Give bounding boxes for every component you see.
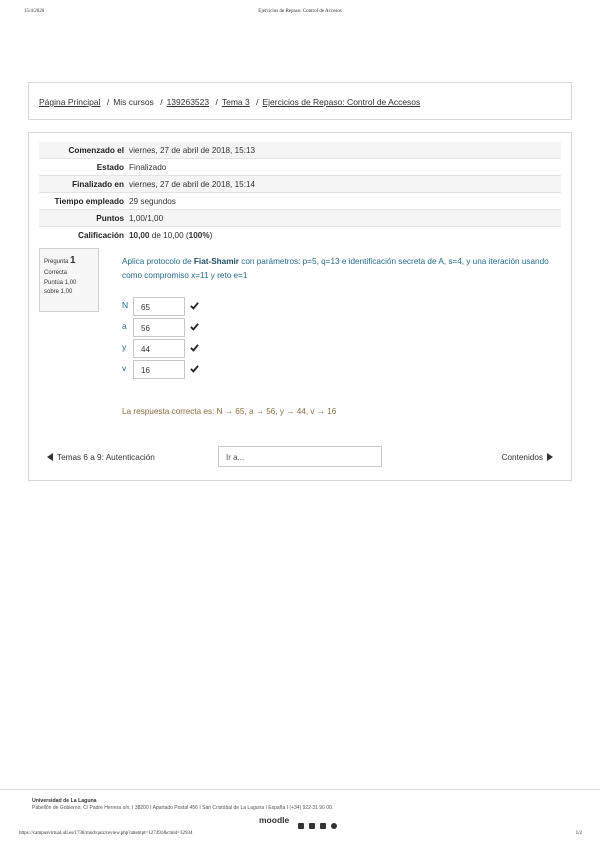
check-icon (190, 301, 199, 310)
answer-label: y (122, 342, 127, 352)
grade-label: Calificación (78, 230, 124, 240)
twitter-icon[interactable] (309, 823, 315, 829)
attempt-summary-table (39, 142, 561, 243)
site-footer (0, 789, 600, 830)
question-text (122, 255, 552, 283)
question-text-post: con parámetros: p=5, q=13 e identificación secreta de A, s=4, y una iteración usando como compromiso x=11 y reto e=1 (122, 257, 549, 280)
facebook-icon[interactable] (298, 823, 304, 829)
question-points-line1: Puntúa 1,00 (44, 279, 77, 286)
question-prefix: Pregunta (44, 259, 69, 265)
print-url: https://campusvirtual.ull.es/1738/mod/quiz/review.php?attempt=127491&cmid=32934 (19, 831, 193, 836)
globe-icon[interactable] (331, 823, 337, 829)
print-title: Ejercicios de Repaso: Control de Accesos (258, 9, 342, 14)
check-icon (190, 343, 199, 352)
grade-end: ) (209, 230, 213, 240)
grade-score: 10,00 (129, 230, 150, 240)
summary-row (39, 176, 561, 193)
summary-row (39, 142, 561, 159)
summary-label: Tiempo empleado (54, 196, 124, 206)
question-text-pre: Aplica protocolo de (122, 257, 194, 266)
breadcrumb-box (28, 82, 572, 120)
next-activity-link[interactable] (502, 453, 553, 462)
check-icon (190, 364, 199, 373)
breadcrumb-home-link[interactable]: Página Principal (39, 97, 101, 107)
question-points-line2: sobre 1,00 (44, 289, 73, 296)
summary-value: Finalizado (129, 162, 167, 172)
print-date: 15/4/2020 (24, 9, 45, 14)
summary-value: 1,00/1,00 (129, 213, 164, 223)
jump-to-select[interactable]: Ir a... (218, 446, 382, 467)
summary-row (39, 210, 561, 227)
breadcrumb (39, 97, 420, 107)
breadcrumb-separator: / (106, 97, 110, 107)
breadcrumb-quiz-link[interactable]: Ejercicios de Repaso: Control de Accesos (262, 97, 421, 107)
summary-label: Finalizado en (72, 179, 124, 189)
grade-middle: de 10,00 ( (149, 230, 189, 240)
grade-percent: 100% (188, 230, 210, 240)
grade-value (129, 227, 561, 244)
breadcrumb-courses: Mis cursos (113, 97, 154, 107)
answer-field[interactable]: 56 (133, 318, 185, 337)
university-name: Universidad de La Laguna (32, 798, 97, 804)
quiz-review-panel (28, 132, 572, 481)
question-status: Correcta (44, 270, 68, 276)
summary-label: Estado (96, 162, 124, 172)
answer-list (122, 297, 242, 381)
breadcrumb-separator: / (160, 97, 163, 107)
answer-label: N (122, 300, 129, 310)
answer-label: v (122, 363, 127, 373)
breadcrumb-separator: / (256, 97, 259, 107)
moodle-logo: moodle (259, 815, 290, 825)
summary-label: Puntos (96, 213, 124, 223)
next-activity-label: Contenidos (501, 453, 543, 462)
answer-row (122, 339, 242, 360)
breadcrumb-separator: / (215, 97, 218, 107)
answer-label: a (122, 321, 127, 331)
question-number-line (44, 253, 94, 269)
answer-field[interactable]: 65 (133, 297, 185, 316)
answer-field[interactable]: 44 (133, 339, 185, 358)
correct-answer-text: La respuesta correcta es: N → 65, a → 56, y → 44, v → 16 (122, 407, 337, 416)
print-page-number: 1/2 (575, 831, 582, 836)
prev-activity-link[interactable] (47, 453, 155, 462)
summary-value: viernes, 27 de abril de 2018, 15:13 (129, 145, 256, 155)
breadcrumb-course-link[interactable]: 139263523 (166, 97, 210, 107)
answer-row (122, 360, 242, 381)
summary-label: Comenzado el (68, 145, 124, 155)
answer-row (122, 318, 242, 339)
university-address: Pabellón de Gobierno, C/ Padre Herrera s/n. I 38200 I Apartado Postal 456 I San Cristóbal de La Laguna I España I (+34) 922 31 90 00. (32, 805, 334, 811)
arrow-right-icon (547, 453, 553, 461)
summary-value: 29 segundos (129, 196, 176, 206)
check-icon (190, 322, 199, 331)
question-number: 1 (70, 255, 76, 266)
answer-field[interactable]: 16 (133, 360, 185, 379)
linkedin-icon[interactable] (320, 823, 326, 829)
question-info-box (39, 248, 99, 312)
summary-row (39, 193, 561, 210)
prev-activity-label: Temas 6 a 9: Autenticación (57, 453, 155, 462)
arrow-left-icon (47, 453, 53, 461)
answer-row (122, 297, 242, 318)
social-links (298, 816, 342, 834)
question-text-bold: Fiat-Shamir (193, 257, 239, 266)
summary-row (39, 159, 561, 176)
breadcrumb-topic-link[interactable]: Tema 3 (221, 97, 250, 107)
summary-value: viernes, 27 de abril de 2018, 15:14 (129, 179, 256, 189)
grade-row (39, 227, 561, 244)
